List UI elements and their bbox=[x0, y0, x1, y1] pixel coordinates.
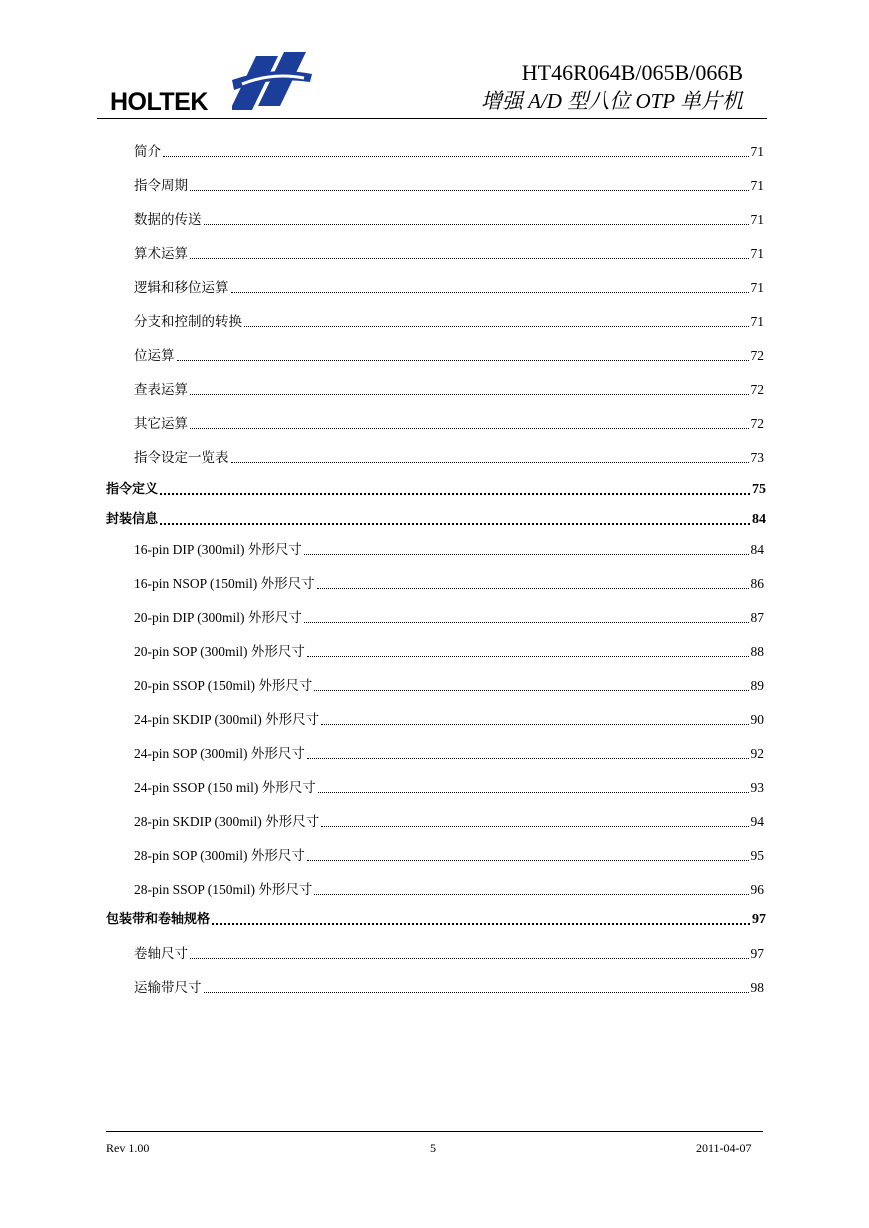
toc-dot-leader bbox=[204, 992, 749, 993]
toc-section-entry[interactable] bbox=[134, 140, 764, 160]
toc-dot-leader bbox=[190, 394, 749, 395]
toc-entry-title: 20-pin DIP (300mil) 外形尺寸 bbox=[134, 610, 302, 625]
toc-dot-leader bbox=[307, 860, 749, 861]
toc-entry-title: 查表运算 bbox=[134, 382, 188, 397]
toc-entry-title: 指令定义 bbox=[106, 482, 159, 497]
toc-entry-page: 71 bbox=[750, 178, 764, 193]
toc-section-entry[interactable] bbox=[134, 538, 764, 558]
toc-dot-leader bbox=[307, 656, 749, 657]
toc-entry-page: 98 bbox=[750, 980, 764, 995]
toc-chapter-entry[interactable] bbox=[106, 508, 766, 528]
toc-dot-leader bbox=[321, 826, 748, 827]
toc-dot-leader bbox=[317, 588, 749, 589]
toc-section-entry[interactable] bbox=[134, 174, 764, 194]
toc-chapter-entry[interactable] bbox=[106, 478, 766, 498]
toc-entry-title: 分支和控制的转换 bbox=[134, 314, 242, 329]
toc-entry-page: 96 bbox=[750, 882, 764, 897]
toc-chapter-entry[interactable] bbox=[106, 908, 766, 928]
toc-dot-leader bbox=[244, 326, 749, 327]
toc-entry-page: 86 bbox=[750, 576, 764, 591]
toc-entry-title: 运输带尺寸 bbox=[134, 980, 202, 995]
footer-divider bbox=[106, 1131, 763, 1132]
product-subtitle: 增强 A/D 型八位 OTP 单片机 bbox=[480, 89, 743, 113]
toc-dot-leader bbox=[314, 894, 748, 895]
toc-dot-leader bbox=[204, 224, 749, 225]
toc-entry-title: 位运算 bbox=[134, 348, 175, 363]
toc-dot-leader bbox=[190, 958, 749, 959]
toc-entry-page: 72 bbox=[750, 382, 764, 397]
toc-section-entry[interactable] bbox=[134, 572, 764, 592]
toc-section-entry[interactable] bbox=[134, 276, 764, 296]
product-model: HT46R064B/065B/066B bbox=[521, 60, 743, 85]
header-divider bbox=[97, 118, 767, 119]
toc-entry-title: 16-pin DIP (300mil) 外形尺寸 bbox=[134, 542, 302, 557]
toc-dot-leader bbox=[318, 792, 749, 793]
toc-entry-title: 算术运算 bbox=[134, 246, 188, 261]
toc-entry-title: 20-pin SOP (300mil) 外形尺寸 bbox=[134, 644, 305, 659]
toc-dot-leader bbox=[314, 690, 748, 691]
holtek-emblem-icon bbox=[232, 50, 312, 114]
toc-section-entry[interactable] bbox=[134, 844, 764, 864]
logo-wordmark: HOLTEK bbox=[110, 88, 208, 116]
toc-entry-page: 71 bbox=[750, 144, 764, 159]
toc-entry-page: 90 bbox=[750, 712, 764, 727]
toc-entry-page: 97 bbox=[750, 946, 764, 961]
toc-entry-page: 94 bbox=[750, 814, 764, 829]
toc-entry-page: 89 bbox=[750, 678, 764, 693]
toc-dot-leader bbox=[231, 462, 749, 463]
toc-entry-page: 93 bbox=[750, 780, 764, 795]
toc-entry-title: 数据的传送 bbox=[134, 212, 202, 227]
toc-section-entry[interactable] bbox=[134, 878, 764, 898]
toc-dot-leader bbox=[163, 156, 749, 157]
toc-section-entry[interactable] bbox=[134, 942, 764, 962]
toc-dot-leader bbox=[304, 554, 749, 555]
toc-entry-page: 97 bbox=[752, 912, 766, 927]
toc-entry-title: 封装信息 bbox=[106, 512, 159, 527]
toc-entry-title: 24-pin SSOP (150 mil) 外形尺寸 bbox=[134, 780, 316, 795]
toc-entry-title: 逻辑和移位运算 bbox=[134, 280, 229, 295]
toc-section-entry[interactable] bbox=[134, 242, 764, 262]
toc-dot-leader bbox=[190, 190, 749, 191]
toc-section-entry[interactable] bbox=[134, 208, 764, 228]
toc-entry-title: 24-pin SKDIP (300mil) 外形尺寸 bbox=[134, 712, 320, 727]
toc-entry-title: 其它运算 bbox=[134, 416, 188, 431]
toc-section-entry[interactable] bbox=[134, 640, 764, 660]
toc-entry-page: 71 bbox=[750, 212, 764, 227]
toc-entry-page: 72 bbox=[750, 416, 764, 431]
toc-entry-title: 指令周期 bbox=[134, 178, 188, 193]
toc-section-entry[interactable] bbox=[134, 810, 764, 830]
footer-revision: Rev 1.00 bbox=[106, 1141, 150, 1155]
toc-entry-title: 28-pin SOP (300mil) 外形尺寸 bbox=[134, 848, 305, 863]
toc-dot-leader bbox=[307, 758, 749, 759]
toc-entry-title: 包装带和卷轴规格 bbox=[106, 912, 211, 927]
toc-dot-leader bbox=[160, 493, 750, 495]
toc-entry-page: 92 bbox=[750, 746, 764, 761]
toc-section-entry[interactable] bbox=[134, 776, 764, 796]
toc-entry-page: 88 bbox=[750, 644, 764, 659]
toc-entry-page: 72 bbox=[750, 348, 764, 363]
toc-section-entry[interactable] bbox=[134, 674, 764, 694]
toc-section-entry[interactable] bbox=[134, 412, 764, 432]
toc-entry-title: 20-pin SSOP (150mil) 外形尺寸 bbox=[134, 678, 313, 693]
toc-dot-leader bbox=[160, 523, 750, 525]
toc-section-entry[interactable] bbox=[134, 606, 764, 626]
toc-entry-page: 71 bbox=[750, 246, 764, 261]
holtek-logo bbox=[110, 50, 320, 120]
toc-entry-page: 84 bbox=[752, 512, 766, 527]
toc-entry-title: 24-pin SOP (300mil) 外形尺寸 bbox=[134, 746, 305, 761]
toc-dot-leader bbox=[190, 428, 749, 429]
toc-entry-page: 95 bbox=[750, 848, 764, 863]
toc-dot-leader bbox=[212, 923, 750, 925]
footer-page-number: 5 bbox=[430, 1141, 436, 1155]
toc-entry-page: 71 bbox=[750, 280, 764, 295]
toc-section-entry[interactable] bbox=[134, 344, 764, 364]
toc-entry-title: 28-pin SKDIP (300mil) 外形尺寸 bbox=[134, 814, 320, 829]
toc-section-entry[interactable] bbox=[134, 976, 764, 996]
toc-entry-title: 卷轴尺寸 bbox=[134, 946, 188, 961]
toc-dot-leader bbox=[190, 258, 749, 259]
toc-section-entry[interactable] bbox=[134, 378, 764, 398]
toc-section-entry[interactable] bbox=[134, 708, 764, 728]
toc-entry-title: 指令设定一览表 bbox=[134, 450, 229, 465]
toc-entry-page: 73 bbox=[750, 450, 764, 465]
toc-dot-leader bbox=[177, 360, 749, 361]
toc-section-entry[interactable] bbox=[134, 446, 764, 466]
toc-dot-leader bbox=[304, 622, 749, 623]
toc-entry-title: 16-pin NSOP (150mil) 外形尺寸 bbox=[134, 576, 315, 591]
toc-entry-title: 28-pin SSOP (150mil) 外形尺寸 bbox=[134, 882, 313, 897]
toc-entry-page: 84 bbox=[750, 542, 764, 557]
toc-section-entry[interactable] bbox=[134, 742, 764, 762]
footer-date: 2011-04-07 bbox=[696, 1141, 752, 1155]
toc-entry-page: 75 bbox=[752, 482, 766, 497]
toc-entry-page: 71 bbox=[750, 314, 764, 329]
toc-dot-leader bbox=[321, 724, 748, 725]
toc-dot-leader bbox=[231, 292, 749, 293]
toc-entry-title: 简介 bbox=[134, 144, 161, 159]
toc-section-entry[interactable] bbox=[134, 310, 764, 330]
toc-entry-page: 87 bbox=[750, 610, 764, 625]
